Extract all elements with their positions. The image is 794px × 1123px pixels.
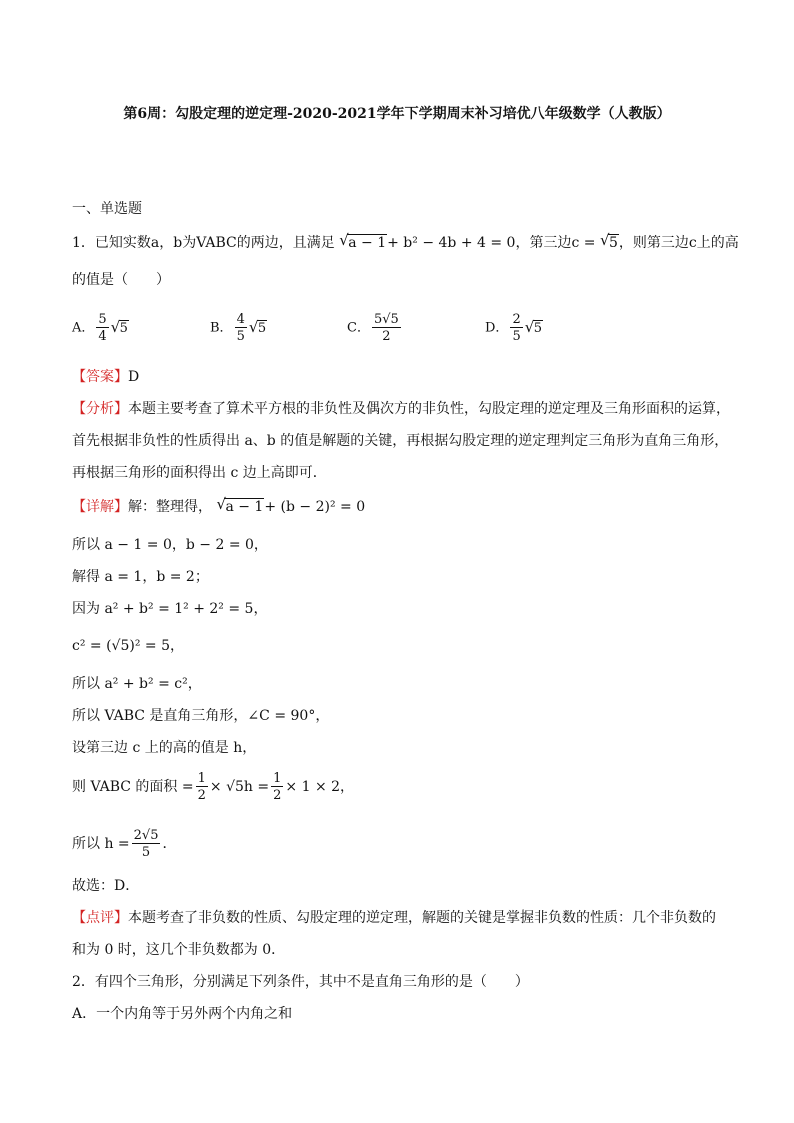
q1-conclusion: 故选：D．	[72, 878, 140, 894]
q1-c-var: c	[688, 235, 697, 251]
q1-cond-rest: + b² − 4b + 4 = 0	[387, 235, 516, 251]
q2-stem: 2．有四个三角形，分别满足下列条件，其中不是直角三角形的是（ ）	[72, 974, 529, 990]
q1-detail-line1: 【详解】解：整理得， √ a − 1+ (b − 2)² = 0	[72, 495, 366, 515]
q1-analysis-line1: 【分析】本题主要考查了算术平方根的非负性及偶次方的非负性，勾股定理的逆定理及三角形面积的运算，	[72, 401, 730, 417]
q1-option-b: B． $\frac{4}{5}$ √ 5	[210, 312, 267, 344]
analysis-tag: 【分析】	[72, 401, 128, 417]
q1-step2: 所以 a − 1 = 0，b − 2 = 0，	[72, 537, 268, 553]
section-heading: 一、单选题	[72, 201, 142, 217]
q1-stem-f: 上的高	[696, 235, 739, 251]
q1-step8: 设第三边 c 上的高的值是 h，	[72, 740, 257, 756]
q1-stem-line1	[72, 233, 739, 253]
q1-step7: 所以 VABC 是直角三角形，∠C = 90°，	[72, 708, 330, 724]
q1-step5: c² = (√5)² = 5，	[72, 638, 184, 654]
q1-option-c: C． $\frac{5√5}{2}$	[347, 312, 399, 344]
detail-tag: 【详解】	[72, 499, 128, 515]
q1-step6: 所以 a² + b² = c²，	[72, 676, 202, 692]
q1-stem-d: ，第三边	[515, 235, 572, 251]
q1-stem-a: 1．已知实数	[72, 235, 151, 251]
q1-stem-c: 的两边，且满足	[236, 235, 335, 251]
q1-step9: 则 VABC 的面积 = $\frac{1}{2}$ × √5h = $\frac{1}{2}$ × 1 × 2，	[72, 771, 355, 803]
q1-step10: 所以 h = $\frac{2√5}{5}$ ．	[72, 828, 177, 860]
q1-triangle: VABC	[196, 235, 237, 251]
q1-option-a: A． $\frac{5}{4}$ √ 5	[72, 312, 128, 344]
q1-answer	[72, 367, 139, 387]
q1-analysis-line3: 再根据三角形的面积得出 c 边上高即可．	[72, 465, 327, 481]
q1-comment-line2: 和为 0 时，这几个非负数都为 0．	[72, 942, 286, 958]
q1-comment-line1: 【点评】本题考查了非负数的性质、勾股定理的逆定理，解题的关键是掌握非负数的性质：几个非负数的	[72, 910, 716, 926]
q1-cond-radical: √ a − 1	[339, 231, 387, 251]
q1-c-eq: c =	[571, 235, 596, 251]
page-title: 第6周：勾股定理的逆定理-2020-2021学年下学期周末补习培优八年级数学（人教版）	[123, 106, 671, 122]
q1-option-d: D． $\frac{2}{5}$ √ 5	[485, 312, 542, 344]
q1-stem-e: ，则第三边	[618, 235, 689, 251]
q1-ab: a，b	[150, 235, 183, 251]
answer-tag: 【答案】	[72, 369, 128, 385]
q2-option-a: A．一个内角等于另外两个内角之和	[72, 1006, 293, 1022]
answer-value: D	[128, 369, 140, 385]
q1-c-radical: √ 5	[599, 231, 618, 251]
q1-step3: 解得 a = 1，b = 2；	[72, 569, 209, 585]
q1-analysis-line2: 首先根据非负性的性质得出 a、b 的值是解题的关键，再根据勾股定理的逆定理判定三角形为直角三角形，	[72, 433, 729, 449]
q1-step4: 因为 a² + b² = 1² + 2² = 5，	[72, 601, 268, 617]
q1-stem-line2: 的值是（ ）	[72, 272, 170, 288]
q1-stem-b: 为	[182, 235, 197, 251]
comment-tag: 【点评】	[72, 910, 128, 926]
